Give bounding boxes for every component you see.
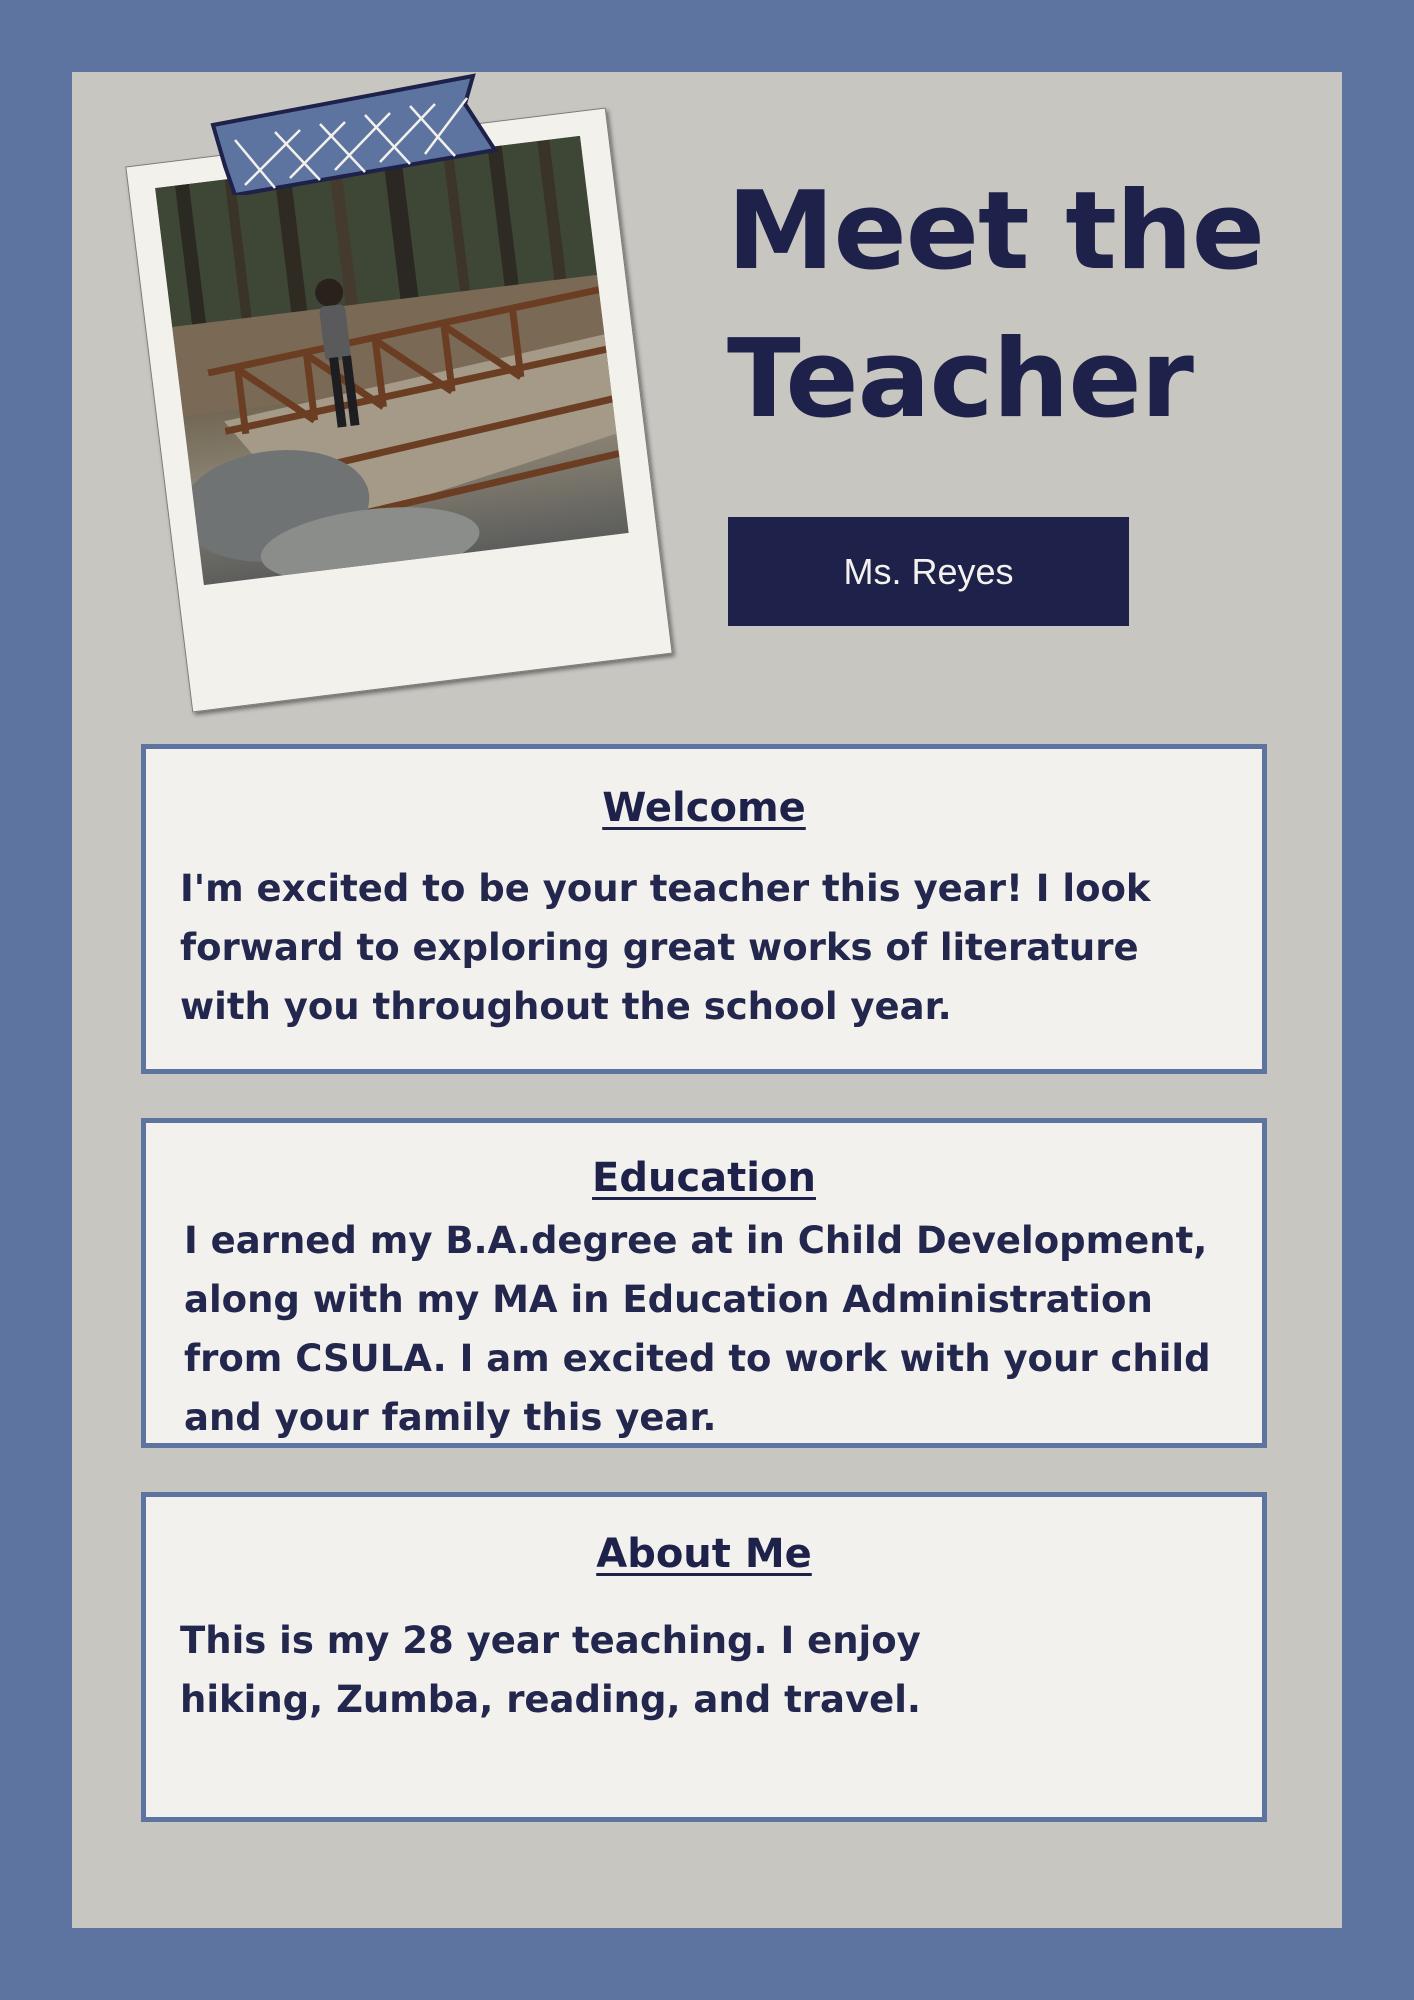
about-text: This is my 28 year teaching. I enjoy hiking, Zumba, reading, and travel. xyxy=(180,1619,921,1721)
page-title xyxy=(727,158,1264,454)
education-section xyxy=(141,1118,1267,1448)
education-text: I earned my B.A.degree at in Child Development, along with my MA in Education Administration from CSULA. I am excited to work with your child and your family this year. xyxy=(184,1219,1211,1439)
about-heading: About Me xyxy=(596,1531,812,1577)
polaroid-frame xyxy=(125,108,672,713)
welcome-heading: Welcome xyxy=(602,785,806,831)
title-line-2: Teacher xyxy=(727,317,1193,442)
title-line-1: Meet the xyxy=(727,169,1264,294)
tape-decoration xyxy=(205,70,505,195)
welcome-section xyxy=(141,744,1267,1074)
teacher-photo xyxy=(155,136,629,585)
about-section xyxy=(141,1492,1267,1822)
education-heading: Education xyxy=(592,1155,816,1201)
welcome-text: I'm excited to be your teacher this year! I look forward to exploring great works of literature with you throughout the school year. xyxy=(180,867,1151,1028)
teacher-name-badge: Ms. Reyes xyxy=(728,517,1129,626)
